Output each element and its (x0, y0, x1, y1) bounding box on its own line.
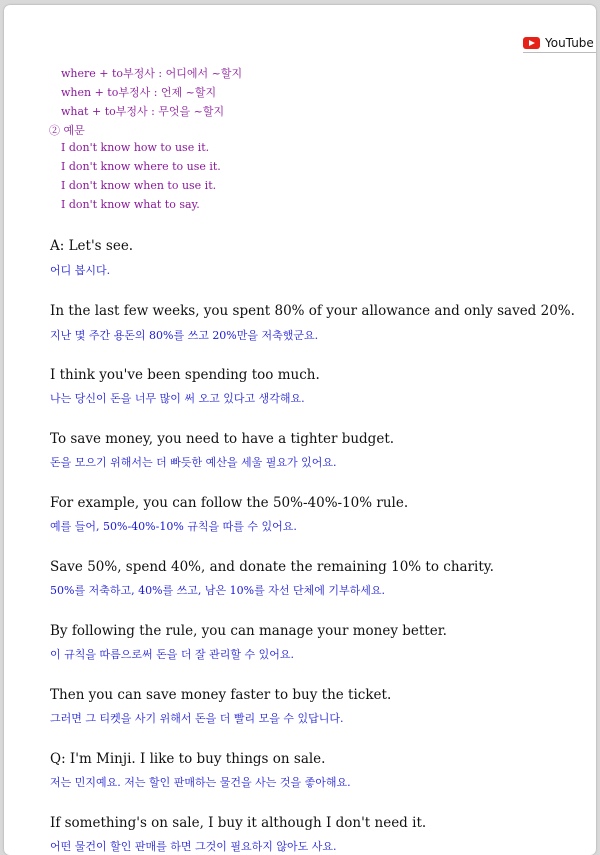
english-line: If something's on sale, I buy it although I don't need it. (50, 815, 427, 831)
english-line: Q: I'm Minji. I like to buy things on sale. (50, 751, 326, 767)
grammar-rule: when + to부정사 : 언제 ~할지 (61, 86, 217, 99)
youtube-link[interactable] (523, 36, 594, 50)
example-sentence: I don't know when to use it. (61, 179, 217, 192)
example-sentence: I don't know where to use it. (61, 160, 221, 173)
youtube-label: YouTube (545, 36, 594, 50)
english-line: For example, you can follow the 50%-40%-10% rule. (50, 495, 409, 511)
korean-line: 돈을 모으기 위해서는 더 빠듯한 예산을 세울 필요가 있어요. (50, 456, 337, 469)
korean-line: 이 규칙을 따름으로써 돈을 더 잘 관리할 수 있어요. (50, 648, 294, 661)
grammar-rule: what + to부정사 : 무엇을 ~할지 (61, 105, 225, 118)
english-line: By following the rule, you can manage your money better. (50, 623, 447, 639)
korean-line: 나는 당신이 돈을 너무 많이 써 오고 있다고 생각해요. (50, 392, 305, 405)
youtube-icon (523, 37, 540, 49)
english-line: Save 50%, spend 40%, and donate the remaining 10% to charity. (50, 559, 494, 575)
korean-line: 50%를 저축하고, 40%를 쓰고, 남은 10%를 자선 단체에 기부하세요. (50, 584, 385, 597)
korean-line: 지난 몇 주간 용돈의 80%를 쓰고 20%만을 저축했군요. (50, 329, 319, 342)
english-line: A: Let's see. (50, 238, 134, 254)
document-page (4, 5, 596, 855)
korean-line: 그러면 그 티켓을 사기 위해서 돈을 더 빨리 모을 수 있답니다. (50, 712, 344, 725)
korean-line: 예를 들어, 50%-40%-10% 규칙을 따를 수 있어요. (50, 520, 297, 533)
example-sentence: I don't know what to say. (61, 198, 200, 211)
example-sentence: I don't know how to use it. (61, 141, 210, 154)
english-line: In the last few weeks, you spent 80% of your allowance and only saved 20%. (50, 303, 575, 319)
korean-line: 저는 민지예요. 저는 할인 판매하는 물건을 사는 것을 좋아해요. (50, 776, 351, 789)
korean-line: 어떤 물건이 할인 판매를 하면 그것이 필요하지 않아도 사요. (50, 840, 337, 853)
english-line: I think you've been spending too much. (50, 367, 320, 383)
english-line: Then you can save money faster to buy the ticket. (50, 687, 392, 703)
youtube-underline (523, 52, 596, 53)
grammar-rule: where + to부정사 : 어디에서 ~할지 (61, 67, 243, 80)
examples-heading: ② 예문 (49, 124, 85, 137)
korean-line: 어디 봅시다. (50, 264, 111, 277)
english-line: To save money, you need to have a tighter budget. (50, 431, 395, 447)
